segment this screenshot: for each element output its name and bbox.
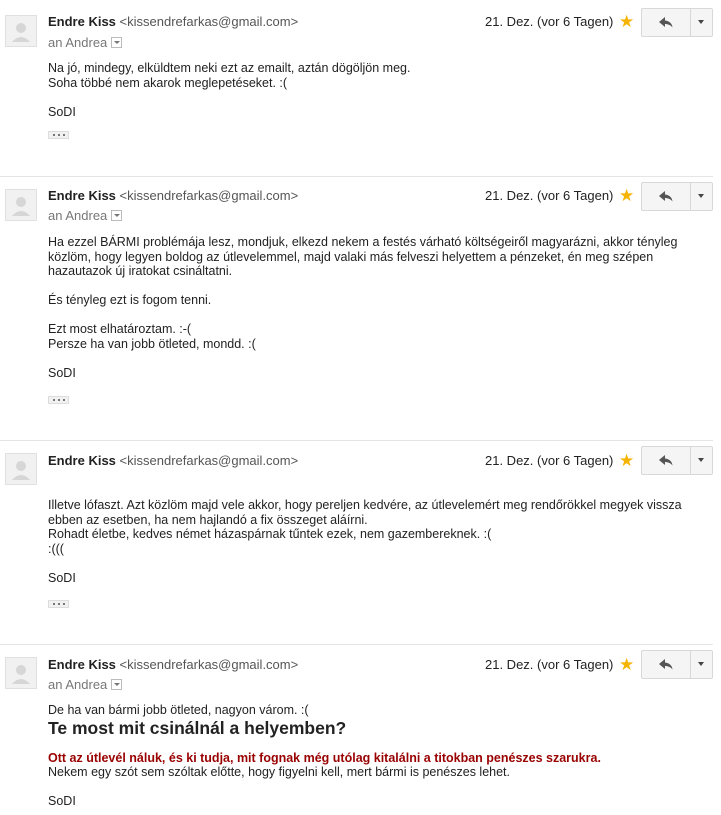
star-icon[interactable]: ★: [619, 186, 635, 205]
message-3: [0, 441, 713, 644]
reply-button[interactable]: [642, 651, 690, 678]
sender-name: Endre Kiss: [48, 14, 116, 29]
signature: SoDI: [48, 570, 76, 585]
reply-button[interactable]: [642, 447, 690, 474]
body-line: Na jó, mindegy, elküldtem neki ezt az emailt, aztán dögöljön meg.: [48, 61, 411, 75]
sender[interactable]: [48, 453, 298, 468]
reply-button-group: [641, 182, 713, 211]
star-icon[interactable]: ★: [619, 451, 635, 470]
avatar-icon: [5, 189, 37, 221]
sender-email: <kissendrefarkas@gmail.com>: [119, 657, 299, 672]
reply-button[interactable]: [642, 9, 690, 36]
message-body: [48, 235, 708, 380]
more-options-icon[interactable]: [691, 447, 712, 474]
signature: SoDI: [48, 794, 76, 808]
body-line: Persze ha van jobb ötleted, mondd. :(: [48, 336, 256, 351]
message-date: 21. Dez. (vor 6 Tagen): [485, 453, 614, 468]
reply-icon: [659, 17, 673, 28]
body-line: Nekem egy szót sem szóltak előtte, hogy figyelni kell, mert bármi is penészes lehet.: [48, 765, 511, 779]
sender-name: Endre Kiss: [48, 453, 116, 468]
sender-name: Endre Kiss: [48, 188, 116, 203]
body-line: Ha ezzel BÁRMI problémája lesz, mondjuk, elkezd nekem a festés várható költségeiről magyarázni, akkor tényleg közlöm, hogy legyen boldog az útlevelemmel, majd valaki más felveszi helyettem a pénzeket, én meg szépen hazautazok új iratokat csináltatni.: [48, 235, 678, 278]
body-line: Soha többé nem akarok meglepetéseket. :(: [48, 75, 288, 90]
message-body: [48, 703, 708, 809]
recipient-label: an Andrea: [48, 208, 108, 223]
sender-email: <kissendrefarkas@gmail.com>: [119, 188, 299, 203]
sender-name: Endre Kiss: [48, 657, 116, 672]
reply-button-group: [641, 446, 713, 475]
chevron-down-icon[interactable]: [111, 210, 122, 221]
message-body: [48, 498, 708, 585]
reply-button-group: [641, 650, 713, 679]
more-options-icon[interactable]: [691, 9, 712, 36]
star-icon[interactable]: ★: [619, 12, 635, 31]
more-options-icon[interactable]: [691, 183, 712, 210]
recipient-label: an Andrea: [48, 677, 108, 692]
more-options-icon[interactable]: [691, 651, 712, 678]
avatar-icon: [5, 453, 37, 485]
avatar-icon: [5, 657, 37, 689]
reply-icon: [659, 455, 673, 466]
recipient: [48, 208, 122, 223]
sender-email: <kissendrefarkas@gmail.com>: [119, 453, 299, 468]
body-line: És tényleg ezt is fogom tenni.: [48, 293, 212, 307]
avatar-icon: [5, 15, 37, 47]
message-date: 21. Dez. (vor 6 Tagen): [485, 657, 614, 672]
message-1: [0, 0, 713, 176]
reply-icon: [659, 191, 673, 202]
message-body: [48, 61, 708, 119]
sender-email: <kissendrefarkas@gmail.com>: [119, 14, 299, 29]
message-date: 21. Dez. (vor 6 Tagen): [485, 14, 614, 29]
message-date: 21. Dez. (vor 6 Tagen): [485, 188, 614, 203]
body-line: De ha van bármi jobb ötleted, nagyon várom. :(: [48, 703, 309, 717]
reply-button[interactable]: [642, 183, 690, 210]
sender[interactable]: [48, 14, 298, 29]
body-question: Te most mit csinálnál a helyemben?: [48, 717, 347, 738]
sender[interactable]: [48, 657, 298, 672]
body-line: Ezt most elhatároztam. :-(: [48, 322, 192, 336]
message-4: [0, 645, 713, 815]
star-icon[interactable]: ★: [619, 655, 635, 674]
body-line: :(((: [48, 541, 64, 556]
chevron-down-icon[interactable]: [111, 37, 122, 48]
reply-icon: [659, 659, 673, 670]
recipient: [48, 677, 122, 692]
recipient-label: an Andrea: [48, 35, 108, 50]
recipient: [48, 35, 122, 50]
signature: SoDI: [48, 365, 76, 380]
sender[interactable]: [48, 188, 298, 203]
reply-button-group: [641, 8, 713, 37]
ellipsis-icon[interactable]: [48, 600, 69, 608]
ellipsis-icon[interactable]: [48, 396, 69, 404]
chevron-down-icon[interactable]: [111, 679, 122, 690]
body-warning: Ott az útlevél náluk, és ki tudja, mit fognak még utólag kitalálni a titokban penészes szarukra.: [48, 750, 601, 765]
message-2: [0, 177, 713, 440]
body-line: Illetve lófaszt. Azt közlöm majd vele akkor, hogy pereljen kedvére, az útlevelemért meg rendőrökkel megyek vissza ebben az esetben, ha nem hajlandó a fix összeget aláírni.: [48, 498, 682, 527]
signature: SoDI: [48, 104, 76, 119]
body-line: Rohadt életbe, kedves német házaspárnak tűntek ezek, nem gazembereknek. :(: [48, 527, 492, 541]
ellipsis-icon[interactable]: [48, 131, 69, 139]
